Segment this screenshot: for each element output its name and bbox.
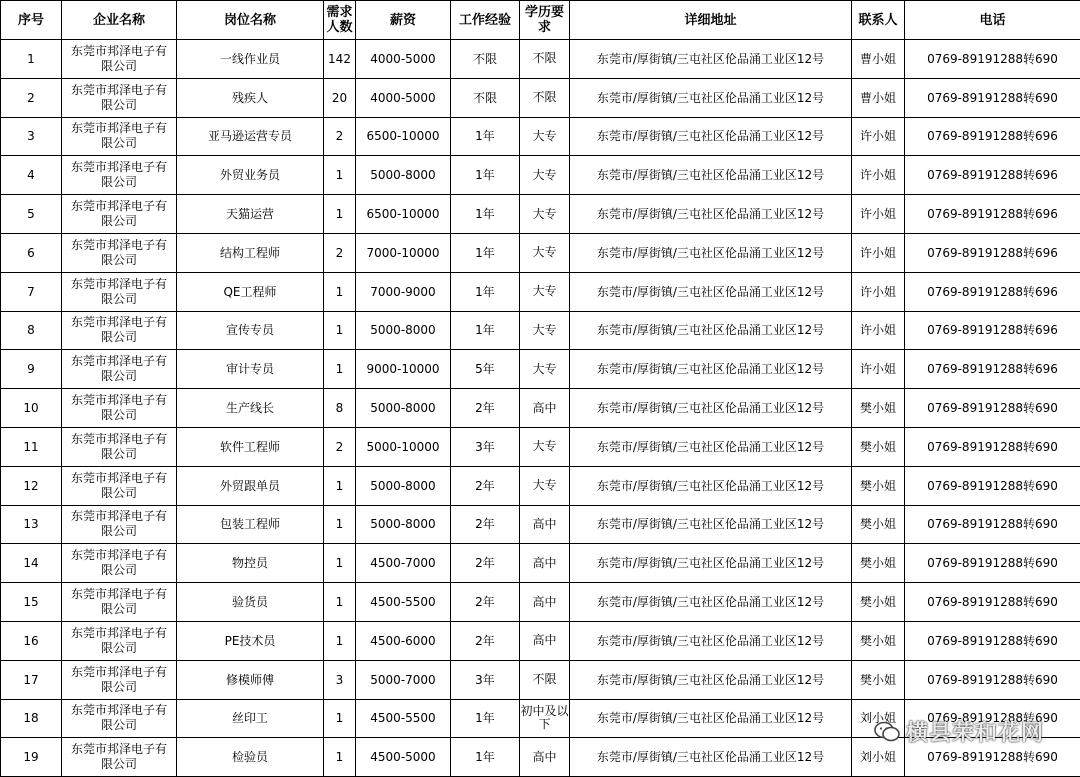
address: 东莞市/厚街镇/三屯社区伦品涌工业区12号 [570,660,852,699]
table-row [1,40,1080,79]
phone: 0769-89191288转690 [905,427,1080,466]
experience: 不限 [451,40,520,79]
row-index: 12 [1,466,62,505]
table-row [1,195,1080,234]
phone: 0769-89191288转690 [905,78,1080,117]
row-index: 18 [1,699,62,738]
education: 高中 [520,544,570,583]
contact-person: 刘小姐 [852,699,905,738]
phone: 0769-89191288转696 [905,117,1080,156]
address: 东莞市/厚街镇/三屯社区伦品涌工业区12号 [570,117,852,156]
company-name: 东莞市邦泽电子有限公司 [62,117,177,156]
table-row [1,389,1080,428]
position-name: 软件工程师 [177,427,324,466]
salary: 6500-10000 [356,117,451,156]
row-index: 13 [1,505,62,544]
address: 东莞市/厚街镇/三屯社区伦品涌工业区12号 [570,389,852,428]
headcount: 20 [324,78,356,117]
salary: 7000-10000 [356,233,451,272]
phone: 0769-89191288转690 [905,738,1080,777]
company-name: 东莞市邦泽电子有限公司 [62,660,177,699]
address: 东莞市/厚街镇/三屯社区伦品涌工业区12号 [570,40,852,79]
col-company-header: 企业名称 [62,1,177,40]
phone: 0769-89191288转690 [905,583,1080,622]
headcount: 1 [324,505,356,544]
contact-person: 许小姐 [852,195,905,234]
position-name: 物控员 [177,544,324,583]
table-row [1,78,1080,117]
col-headcount-header: 需求人数 [324,1,356,40]
phone: 0769-89191288转690 [905,466,1080,505]
company-name: 东莞市邦泽电子有限公司 [62,738,177,777]
salary: 4000-5000 [356,40,451,79]
experience: 1年 [451,699,520,738]
position-name: 包装工程师 [177,505,324,544]
row-index: 8 [1,311,62,350]
address: 东莞市/厚街镇/三屯社区伦品涌工业区12号 [570,78,852,117]
education: 初中及以下 [520,699,570,738]
salary: 4500-5500 [356,699,451,738]
row-index: 7 [1,272,62,311]
company-name: 东莞市邦泽电子有限公司 [62,156,177,195]
company-name: 东莞市邦泽电子有限公司 [62,311,177,350]
table-row [1,621,1080,660]
contact-person: 樊小姐 [852,660,905,699]
contact-person: 许小姐 [852,233,905,272]
watermark-text: 横县荣和花网 [905,721,1044,746]
company-name: 东莞市邦泽电子有限公司 [62,621,177,660]
phone: 0769-89191288转696 [905,156,1080,195]
salary: 4500-5500 [356,583,451,622]
company-name: 东莞市邦泽电子有限公司 [62,78,177,117]
phone: 0769-89191288转690 [905,621,1080,660]
headcount: 142 [324,40,356,79]
address: 东莞市/厚街镇/三屯社区伦品涌工业区12号 [570,233,852,272]
contact-person: 樊小姐 [852,544,905,583]
experience: 2年 [451,544,520,583]
position-name: 审计专员 [177,350,324,389]
education: 高中 [520,583,570,622]
salary: 5000-8000 [356,156,451,195]
salary: 5000-10000 [356,427,451,466]
contact-person: 曹小姐 [852,78,905,117]
headcount: 1 [324,699,356,738]
headcount: 1 [324,272,356,311]
position-name: 外贸业务员 [177,156,324,195]
salary: 4500-7000 [356,544,451,583]
address: 东莞市/厚街镇/三屯社区伦品涌工业区12号 [570,350,852,389]
row-index: 16 [1,621,62,660]
headcount: 1 [324,621,356,660]
col-experience-header: 工作经验 [451,1,520,40]
table-row [1,427,1080,466]
row-index: 15 [1,583,62,622]
company-name: 东莞市邦泽电子有限公司 [62,505,177,544]
salary: 6500-10000 [356,195,451,234]
salary: 4000-5000 [356,78,451,117]
address: 东莞市/厚街镇/三屯社区伦品涌工业区12号 [570,311,852,350]
contact-person: 樊小姐 [852,389,905,428]
education: 大专 [520,156,570,195]
address: 东莞市/厚街镇/三屯社区伦品涌工业区12号 [570,544,852,583]
table-body [1,40,1080,777]
company-name: 东莞市邦泽电子有限公司 [62,195,177,234]
experience: 1年 [451,117,520,156]
salary: 9000-10000 [356,350,451,389]
education: 大专 [520,427,570,466]
table-row [1,156,1080,195]
contact-person: 樊小姐 [852,583,905,622]
contact-person: 樊小姐 [852,466,905,505]
phone: 0769-89191288转690 [905,660,1080,699]
experience: 1年 [451,195,520,234]
table-row [1,660,1080,699]
headcount: 1 [324,311,356,350]
phone: 0769-89191288转696 [905,272,1080,311]
table-row [1,544,1080,583]
salary: 5000-8000 [356,466,451,505]
experience: 1年 [451,311,520,350]
contact-person: 樊小姐 [852,427,905,466]
phone: 0769-89191288转690 [905,544,1080,583]
contact-person: 曹小姐 [852,40,905,79]
table-row [1,233,1080,272]
contact-person: 樊小姐 [852,621,905,660]
education: 高中 [520,621,570,660]
experience: 3年 [451,660,520,699]
education: 高中 [520,505,570,544]
experience: 2年 [451,621,520,660]
table-row [1,699,1080,738]
address: 东莞市/厚街镇/三屯社区伦品涌工业区12号 [570,699,852,738]
table-row [1,311,1080,350]
salary: 5000-7000 [356,660,451,699]
education: 大专 [520,233,570,272]
education: 大专 [520,195,570,234]
company-name: 东莞市邦泽电子有限公司 [62,233,177,272]
col-education-header: 学历要求 [520,1,570,40]
phone: 0769-89191288转696 [905,311,1080,350]
company-name: 东莞市邦泽电子有限公司 [62,40,177,79]
experience: 1年 [451,738,520,777]
experience: 1年 [451,272,520,311]
contact-person: 许小姐 [852,311,905,350]
position-name: QE工程师 [177,272,324,311]
company-name: 东莞市邦泽电子有限公司 [62,389,177,428]
headcount: 2 [324,427,356,466]
headcount: 8 [324,389,356,428]
company-name: 东莞市邦泽电子有限公司 [62,272,177,311]
address: 东莞市/厚街镇/三屯社区伦品涌工业区12号 [570,427,852,466]
table-row [1,350,1080,389]
col-address-header: 详细地址 [570,1,852,40]
position-name: 丝印工 [177,699,324,738]
experience: 不限 [451,78,520,117]
experience: 1年 [451,156,520,195]
education: 不限 [520,660,570,699]
address: 东莞市/厚街镇/三屯社区伦品涌工业区12号 [570,466,852,505]
table-row [1,738,1080,777]
headcount: 1 [324,738,356,777]
salary: 4500-6000 [356,621,451,660]
row-index: 11 [1,427,62,466]
company-name: 东莞市邦泽电子有限公司 [62,544,177,583]
salary: 4500-5000 [356,738,451,777]
table-row [1,117,1080,156]
salary: 5000-8000 [356,389,451,428]
experience: 2年 [451,389,520,428]
contact-person: 许小姐 [852,117,905,156]
headcount: 1 [324,156,356,195]
row-index: 10 [1,389,62,428]
company-name: 东莞市邦泽电子有限公司 [62,350,177,389]
experience: 1年 [451,233,520,272]
table-row [1,272,1080,311]
table-header-row [1,1,1080,40]
education: 大专 [520,466,570,505]
phone: 0769-89191288转690 [905,40,1080,79]
col-phone-header: 电话 [905,1,1080,40]
position-name: PE技术员 [177,621,324,660]
position-name: 宣传专员 [177,311,324,350]
company-name: 东莞市邦泽电子有限公司 [62,699,177,738]
phone: 0769-89191288转690 [905,389,1080,428]
row-index: 4 [1,156,62,195]
phone: 0769-89191288转690 [905,505,1080,544]
phone: 0769-89191288转696 [905,195,1080,234]
phone: 0769-89191288转696 [905,233,1080,272]
position-name: 一线作业员 [177,40,324,79]
col-position-header: 岗位名称 [177,1,324,40]
phone: 0769-89191288转690 [905,699,1080,738]
headcount: 1 [324,195,356,234]
education: 不限 [520,78,570,117]
headcount: 2 [324,117,356,156]
address: 东莞市/厚街镇/三屯社区伦品涌工业区12号 [570,738,852,777]
headcount: 1 [324,350,356,389]
phone: 0769-89191288转696 [905,350,1080,389]
address: 东莞市/厚街镇/三屯社区伦品涌工业区12号 [570,195,852,234]
address: 东莞市/厚街镇/三屯社区伦品涌工业区12号 [570,505,852,544]
position-name: 残疾人 [177,78,324,117]
education: 大专 [520,117,570,156]
row-index: 9 [1,350,62,389]
salary: 5000-8000 [356,311,451,350]
position-name: 亚马逊运营专员 [177,117,324,156]
row-index: 5 [1,195,62,234]
row-index: 14 [1,544,62,583]
headcount: 3 [324,660,356,699]
row-index: 19 [1,738,62,777]
row-index: 6 [1,233,62,272]
education: 高中 [520,738,570,777]
position-name: 检验员 [177,738,324,777]
education: 大专 [520,350,570,389]
col-contact-header: 联系人 [852,1,905,40]
headcount: 1 [324,544,356,583]
position-name: 修模师傅 [177,660,324,699]
col-index-header: 序号 [1,1,62,40]
address: 东莞市/厚街镇/三屯社区伦品涌工业区12号 [570,156,852,195]
headcount: 1 [324,583,356,622]
contact-person: 许小姐 [852,156,905,195]
education: 高中 [520,389,570,428]
row-index: 3 [1,117,62,156]
table-row [1,583,1080,622]
education: 大专 [520,311,570,350]
row-index: 1 [1,40,62,79]
contact-person: 刘小姐 [852,738,905,777]
education: 不限 [520,40,570,79]
company-name: 东莞市邦泽电子有限公司 [62,427,177,466]
contact-person: 许小姐 [852,272,905,311]
position-name: 天猫运营 [177,195,324,234]
education: 大专 [520,272,570,311]
experience: 2年 [451,466,520,505]
headcount: 1 [324,466,356,505]
table-row [1,505,1080,544]
experience: 3年 [451,427,520,466]
company-name: 东莞市邦泽电子有限公司 [62,583,177,622]
headcount: 2 [324,233,356,272]
company-name: 东莞市邦泽电子有限公司 [62,466,177,505]
position-name: 外贸跟单员 [177,466,324,505]
experience: 2年 [451,505,520,544]
col-salary-header: 薪资 [356,1,451,40]
table-row [1,466,1080,505]
experience: 2年 [451,583,520,622]
position-name: 验货员 [177,583,324,622]
salary: 7000-9000 [356,272,451,311]
contact-person: 樊小姐 [852,505,905,544]
position-name: 结构工程师 [177,233,324,272]
row-index: 17 [1,660,62,699]
position-name: 生产线长 [177,389,324,428]
row-index: 2 [1,78,62,117]
address: 东莞市/厚街镇/三屯社区伦品涌工业区12号 [570,621,852,660]
experience: 5年 [451,350,520,389]
address: 东莞市/厚街镇/三屯社区伦品涌工业区12号 [570,272,852,311]
address: 东莞市/厚街镇/三屯社区伦品涌工业区12号 [570,583,852,622]
contact-person: 许小姐 [852,350,905,389]
salary: 5000-8000 [356,505,451,544]
